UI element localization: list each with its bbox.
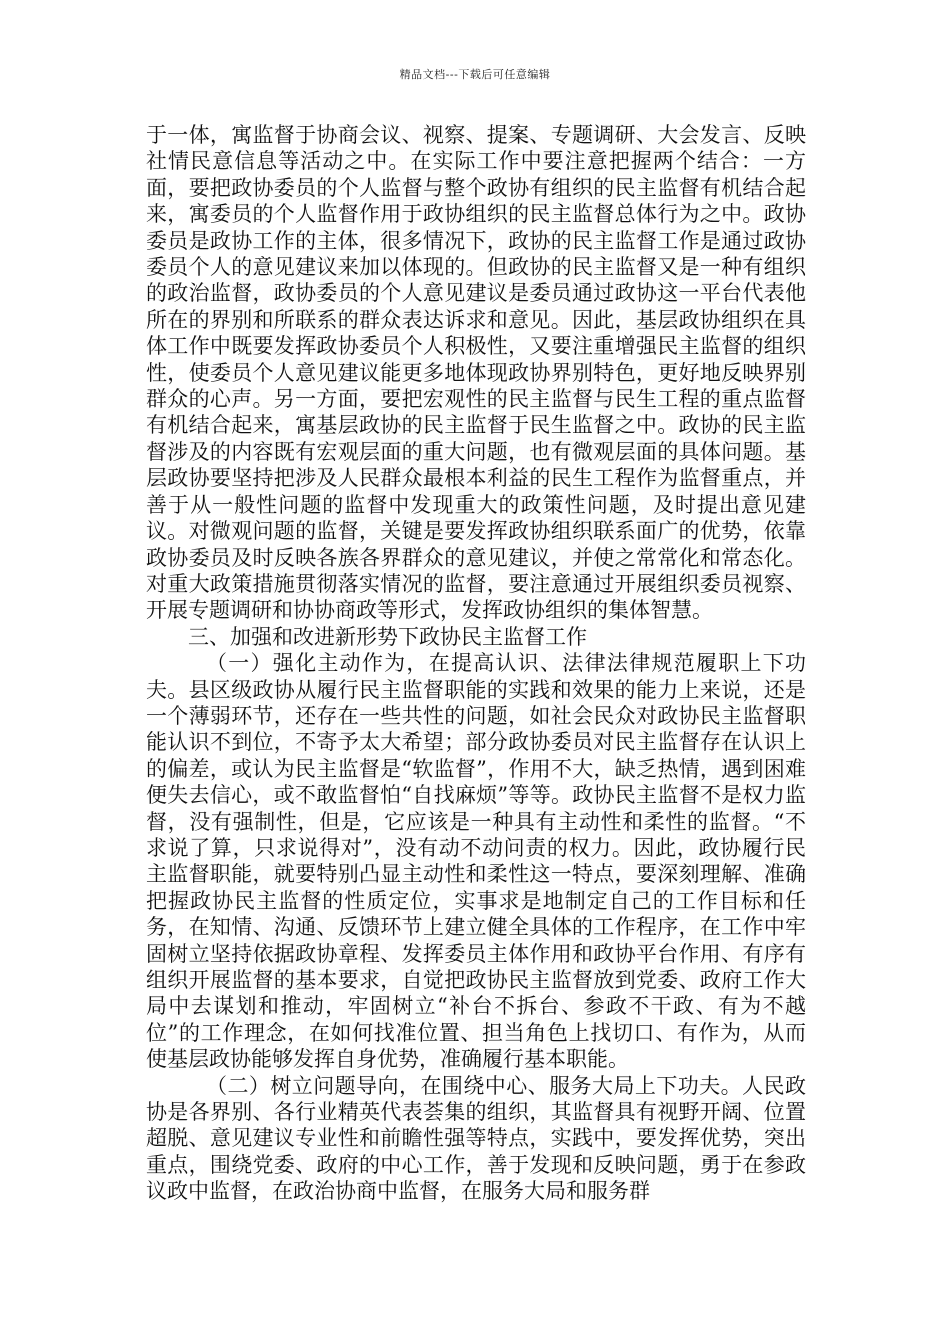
page-header: 精品文档---下载后可任意编辑 — [399, 68, 551, 81]
paragraph-continuation: 于一体，寓监督于协商会议、视察、提案、专题调研、大会发言、反映社情民意信息等活动之中。在实际工作中要注意把握两个结合：一方面，要把政协委员的个人监督与整个政协有组织的民主监督有机结合起来，寓委员的个人监督作用于政协组织的民主监督总体行为之中。政协委员是政协工作的主体，很多情况下，政协的民主监督工作是通过政协委员个人的意见建议来加以体现的。但政协的民主监督又是一种有组织的政治监督，政协委员的个人意见建议是委员通过政协这一平台代表他所在的界别和所联系的群众表达诉求和意见。因此，基层政协组织在具体工作中既要发挥政协委员个人积极性，又要注重增强民主监督的组织性，使委员个人意见建议能更多地体现政协界别特色，更好地反映界别群众的心声。另一方面，要把宏观性的民主监督与民生工程的重点监督有机结合起来，寓基层政协的民主监督于民生监督之中。政协的民主监督涉及的内容既有宏观层面的重大问题，也有微观层面的具体问题。基层政协要坚持把涉及人民群众最根本利益的民生工程作为监督重点，并善于从一般性问题的监督中发现重大的政策性问题，及时提出意见建议。对微观问题的监督，关键是要发挥政协组织联系面广的优势，依靠政协委员及时反映各族各界群众的意见建议，并使之常常化和常态化。对重大政策措施贯彻落实情况的监督，要注意通过开展组织委员视察、开展专题调研和协协商政等形式，发挥政协组织的集体智慧。 — [146, 123, 806, 623]
document-body — [146, 122, 806, 1205]
section-heading: 三、加强和改进新形势下政协民主监督工作 — [188, 624, 587, 649]
paragraph-two: （二）树立问题导向，在围绕中心、服务大局上下功夫。人民政协是各界别、各行业精英代表荟集的组织，其监督具有视野开阔、位置超脱、意见建议专业性和前瞻性强等特点，实践中，要发挥优势，突出重点，围绕党委、政府的中心工作，善于发现和反映问题，勇于在参政议政中监督，在政治协商中监督，在服务大局和服务群 — [146, 1073, 806, 1204]
paragraph-one: （一）强化主动作为，在提高认识、法律法律规范履职上下功夫。县区级政协从履行民主监督职能的实践和效果的能力上来说，还是一个薄弱环节，还存在一些共性的问题，如社会民众对政协民主监督职能认识不到位，不寄予太大希望；部分政协委员对民主监督存在认识上的偏差，或认为民主监督是“软监督”，作用不大，缺乏热情，遇到困难便失去信心，或不敢监督怕“自找麻烦”等等。政协民主监督不是权力监督，没有强制性，但是，它应该是一种具有主动性和柔性的监督。“不求说了算，只求说得对”，没有动不动问责的权力。因此，政协履行民主监督职能，就要特别凸显主动性和柔性这一特点，要深刻理解、准确把握政协民主监督的性质定位，实事求是地制定自己的工作目标和任务，在知情、沟通、反馈环节上建立健全具体的工作程序，在工作中牢固树立坚持依据政协章程、发挥委员主体作用和政协平台作用、有序有组织开展监督的基本要求，自觉把政协民主监督放到党委、政府工作大局中去谋划和推动，牢固树立“补台不拆台、参政不干政、有为不越位”的工作理念，在如何找准位置、担当角色上找切口、有作为，从而使基层政协能够发挥自身优势，准确履行基本职能。 — [146, 651, 806, 1072]
